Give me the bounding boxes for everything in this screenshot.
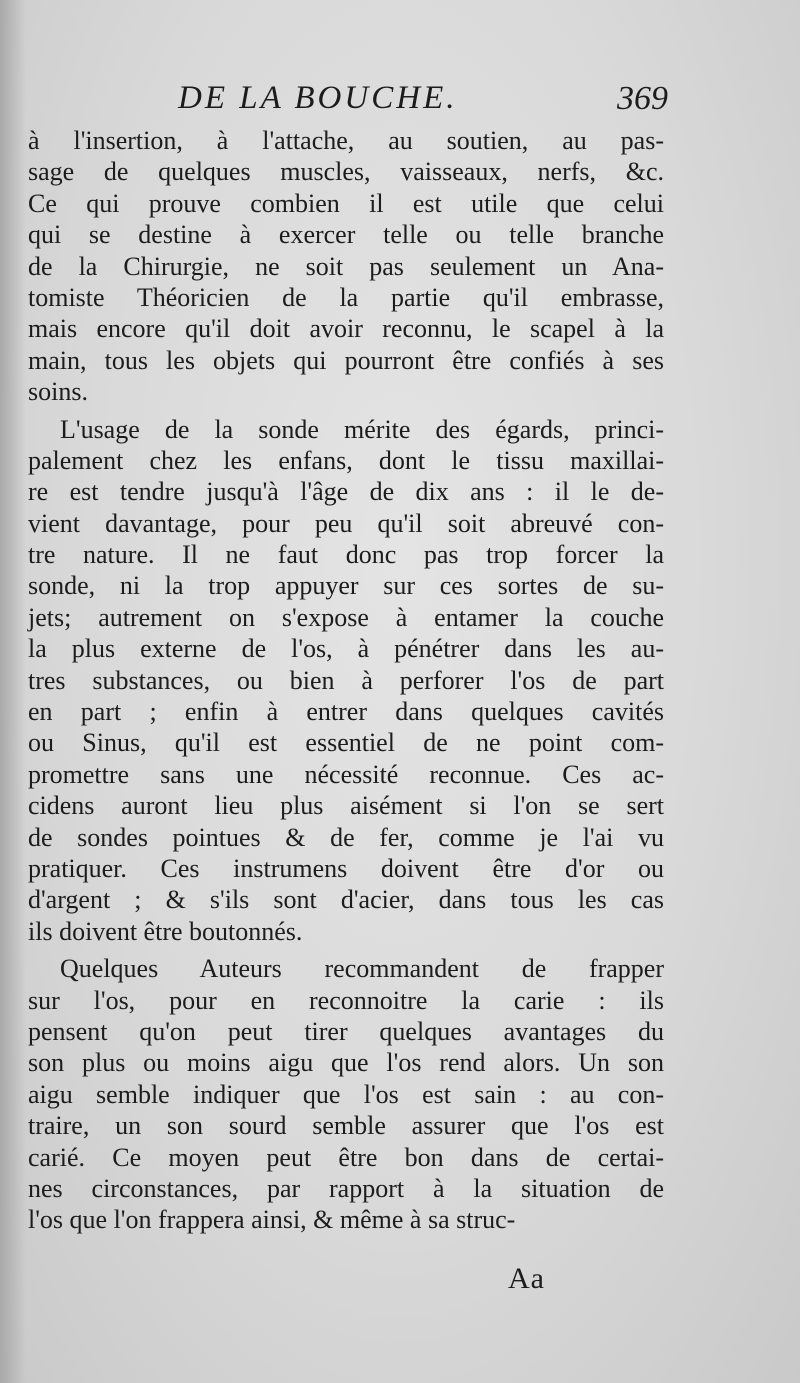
text-line: pensent qu'on peut tirer quelques avantages du [28,1016,664,1046]
text-line: aigu semble indiquer que l'os est sain : au con- [28,1079,664,1109]
text-line: cidens auront lieu plus aisément si l'on se sert [28,791,664,821]
text-line: la plus externe de l'os, à pénétrer dans les au- [28,634,664,664]
gutter-shadow [0,0,26,1383]
text-line: en part ; enfin à entrer dans quelques cavités [28,697,664,727]
text-line: jets; autrement on s'expose à entamer la couche [28,602,664,632]
text-line: mais encore qu'il doit avoir reconnu, le scapel à la [28,314,664,344]
text-line: re est tendre jusqu'à l'âge de dix ans : il le de- [28,477,664,507]
text-line: son plus ou moins aigu que l'os rend alors. Un son [28,1048,664,1078]
text-line: ou Sinus, qu'il est essentiel de ne point com- [28,728,664,758]
paragraph [28,414,664,948]
text-line: à l'insertion, à l'attache, au soutien, au pas- [28,126,664,155]
signature-mark: Aa [508,1262,545,1295]
text-line: d'argent ; & s'ils sont d'acier, dans tous les cas [28,885,664,915]
paragraph [28,953,664,1236]
text-line: promettre sans une nécessité reconnue. Ces ac- [28,759,664,789]
page-number: 369 [617,80,668,117]
text-line: L'usage de la sonde mérite des égards, princi- [60,414,664,444]
text-line: Quelques Auteurs recommandent de frapper [60,954,664,984]
text-line: ils doivent être boutonnés. [28,916,303,946]
text-line: de la Chirurgie, ne soit pas seulement un Ana- [28,251,664,281]
text-line: nes circonstances, par rapport à la situation de [28,1173,664,1203]
text-line: soins. [28,377,88,407]
running-title: DE LA BOUCHE. [178,80,458,116]
text-line: sonde, ni la trop appuyer sur ces sortes de su- [28,571,664,601]
text-line: sage de quelques muscles, vaisseaux, nerfs, &c. [28,157,664,187]
text-line: de sondes pointues & de fer, comme je l'ai vu [28,822,664,852]
running-head [178,80,668,124]
text-line: main, tous les objets qui pourront être confiés à ses [28,345,664,375]
paragraph [28,125,664,408]
text-line: traire, un son sourd semble assurer que l'os est [28,1111,664,1141]
text-line: sur l'os, pour en reconnoitre la carie : ils [28,985,664,1015]
text-line: palement chez les enfans, dont le tissu maxillai- [28,445,664,475]
text-line: carié. Ce moyen peut être bon dans de certai- [28,1142,664,1172]
text-line: tres substances, ou bien à perforer l'os de part [28,665,664,695]
text-line: l'os que l'on frappera ainsi, & même à sa struc- [28,1205,516,1235]
text-line: tre nature. Il ne faut donc pas trop forcer la [28,540,664,570]
text-line: pratiquer. Ces instrumens doivent être d'or ou [28,853,664,883]
text-line: vient davantage, pour peu qu'il soit abreuvé con- [28,508,664,538]
body-text [28,125,664,1236]
text-line: qui se destine à exercer telle ou telle branche [28,220,664,250]
text-line: tomiste Théoricien de la partie qu'il embrasse, [28,282,664,312]
text-line: Ce qui prouve combien il est utile que celui [28,188,664,218]
